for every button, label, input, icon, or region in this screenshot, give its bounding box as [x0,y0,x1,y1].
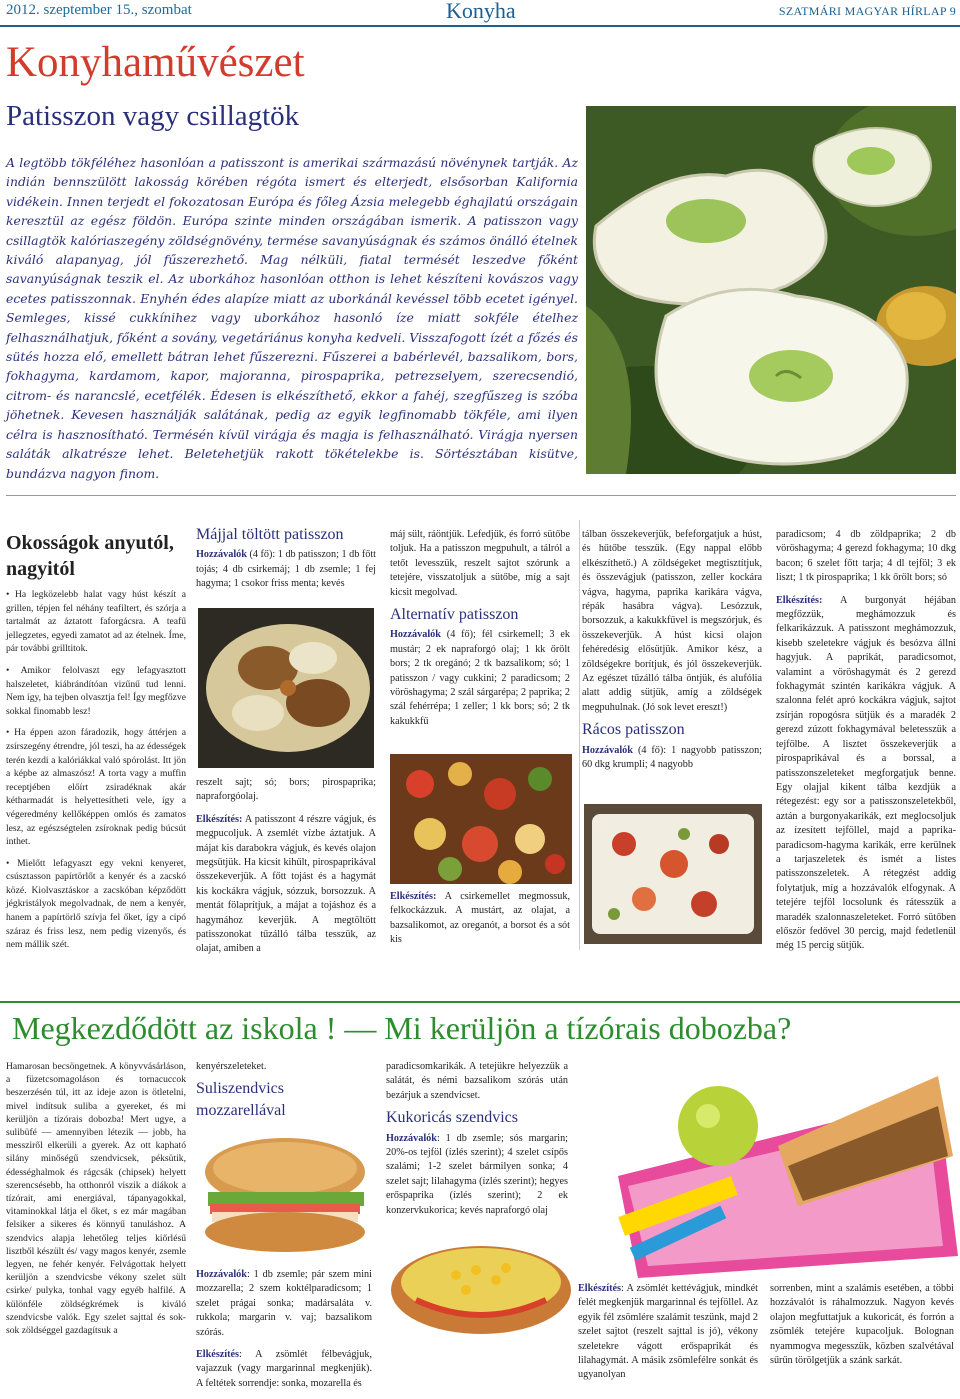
header-section: Konyha [446,0,516,23]
school-title: Megkezdődött az iskola ! — Mi kerüljön a tízórais dobozba? [12,1010,792,1046]
sub2-ingredients-label: Hozzávalók [386,1132,437,1144]
recipe1-method-column [196,776,376,965]
sub1-method: : A zsömlét félbevágjuk, vajazzuk (vagy margarinnal megkenjük). A feltétek sorrendje: sonka, mozarella és [196,1349,372,1389]
tip-item: • Amikor felolvaszt egy lefagyasztott halszeletet, kiábrándítóan vizűnű tud lenni. Nem így, ha tejben olvasztja fel! Így megfőzve sokkal finomabb lesz! [6,664,186,718]
school-intro: Hamarosan becsöngetnek. A könyvvásárláson, a füzetcsomagoláson és tornacuccok beszerzésén túl, itt az ideje azon is ötletelni, mivel indítsuk suliba a gyereket, és mi kerüljön a tízórais dobozba! Mert ugye, a sulibüfé — amennyiben létezik — jobb, ha messziről elkerüli a gyerek. Az ott kapható silány minőségű szendvicsek, péksütik, édességhalmok és rágcsák (chipsek) helyett szerencsésebb, ha otthonról viszik a diákok a tízórait, ami energiával, tápanyagokkal, vitaminokkal látja el őket, s ez már magában felsiker a sikeres és könnyű tanuláshoz. A szendvics alapja lehetőleg teljes kiőrlésű lisztből készült és/ vagy magos kenyér, zsemle legyen, ne fehér kenyér. Felvágottak helyett kerüljön a szendvicsbe vékony szelet sült csirke/ pulyka, tonhal vagy egyéb halfilé. A különféle zöldségkrémek is kiváló szendvicsbe valók. Egy szelet sajttal és sok-sok zöldséggel gazdagítsuk a [6,1061,186,1337]
recipe-col3 [390,528,570,737]
recipe2-method-cont: tálban összekeverjük, befeforgatjuk a húst, és hűtőbe tesszük. (Egy nappal előbb elkészíthető.) A zöldségeket megtisztítjuk, és összevágjuk (patisszon, zeller kockára vágva, hagyma, paprika karikára vágva, répák hasábra vágva). Lesózzuk, borsozzuk, a kakukkfűvel is megszórjuk, és összekeverjük. A húst kicsi olajon fehéredésig elősütjük. Amikor kész, a zöldségekre borítjuk, és jól összekeverjük. Az egészet tűzálló tálba öntjük, és alufólia alatt addig sütjük, amíg a zöldségek megpuhulnak. (Jó sok levet ereszt!) [582,529,762,713]
sub2-method-column [578,1282,758,1391]
section-separator [6,495,956,496]
tip-item: • Mielőtt lefagyaszt egy vekni kenyeret, csúsztasson papírtörlőt a kenyér és a zacskó közé. Kiolvasztáskor a zacskóban képződött jégkristályok megolvadnak, de nem a kenyér, hanem a papírtörlő szívja fel őket, így a cipó száraz és friss lesz, nem pedig vizenyős, és nem mállik szét. [6,857,186,952]
recipe3-ingredients-label: Hozzávalók [582,744,633,756]
sub1-method-label: Elkészítés [196,1349,240,1361]
school-col2-top: kenyérszeleteket. [196,1061,267,1072]
recipe1-ingredients: (4 fő): 1 db patisszon; 1 db főtt tojás; 4 db csirkemáj; 1 db zsemle; 1 fej hagyma; 1 csokor friss menta; kevés [196,549,377,590]
tip-item: • Ha legközelebb halat vagy húst készít a grillen, tépjen fel néhány teafiltert, és szórja a tartalmát az áztatott faforgácsra. A teafű jellegzetes, egyedi zamatot ad az ételnek. Íme, pár további grilltitok. [6,588,186,656]
recipe2-title: Alternatív patisszon [390,606,519,624]
main-title: Konyhaművészet [6,39,305,86]
school-rule [0,1001,960,1003]
recipe3-ingredients: (4 fő): 1 nagyobb patisszon; 60 dkg krumpli; 4 nagyobb [582,744,763,771]
corn-sandwich-photo [386,1230,576,1340]
sub2-method: : A zsömlét kettévágjuk, mindkét felét megkenjük margarinnal és tejföllel. Az egyik fél zsömlére szalámit teszünk, majd 2 szelet sajtot (reszelt sajttal is jó), vékony szeletekre vágott erőspaprikát és lilahagymát. A másik zsömlefélre sonkát és ugyanolyan [578,1283,758,1381]
recipe1-title: Májjal töltött patisszon [196,526,344,543]
recipe2-ingredients-label: Hozzávalók [390,629,441,641]
recipe3-method: A burgonyát héjában megfőzzük, meghámozzuk és felkarikázzuk. A patisszont meghámozzuk, kisebb szeletekre vágjuk és besózva állni hagyjuk. A paprikát, paradicsomot, valamint a vöröshagymát és 2 gerezd fokhagymát szintén karikákra vágjuk. A szalonna felét apró kockákra vágjuk, sajtot zsírján ropogósra sütjük és a maradék 2 gerezd zúzott fokhagymával beletesszük a tejfölbe. A lisztet összekeverjük a pirospaprikával és a borssal, a patisszonszeleteket megforgatjuk benne. Egy olajjal kikent tálba kezdjük a rétegezést: egy sor a patisszonszeletekből, aztán a burgonyakarikák, ezt meglocsoljuk az ízesített tejföllel, majd a paprika-paradicsom-hagyma karikák, erre kerülnek a tarjaszeletek és ismét a listes patisszonszeletek. A rétegzést addig folytatjuk, míg a hozzávalók elfogynak. A tetejére tejföl locsolunk és rátesszük a maradék szalonnaszeleteket. Forró sütőben először fedővel 30 percig, majd fedetlenül még 15 percig sütjük. [776,594,956,952]
sub2-method-label: Elkészítés [578,1283,622,1294]
intro-paragraph: A legtöbb tökféléhez hasonlóan a patisszont is amerikai származású növénynek tartják. Az indián bennszülött lakosság körében régóta ismert és elterjedt, elsősorban Kalifornia vidékein. Innen terjedt el fokozatosan Európa és főleg Ázsia melegebb éghajlatú országain keresztül az egész földön. Európa szinte minden országában ismerik. A patisszon vagy csillagtök kalóriaszegény zöldségnövény, termése savanyúságnak és számos önálló ételnek kiváló alapanyag, jól fűszerezhető. Mag nélküli, fiatal termését leszedve főként savanyúságnak teszik el. Az uborkához hasonlóan otthon is lehet készíteni kovászos vagy ecetes patisszonnak. Enyhén édes alapíze miatt az uborkánál kevéssel több ecetet igényel. Semleges, kissé cukkínihez vagy uborkához hasonló íze miatt sokféle ételhez felhasználhatjuk, főként a sovány, vegetáriánus konyha kedveli. Visszafogott ízét a főzés és sütés hozza elő, emellett bátran lehet fűszerezni. Fűszerei a babérlevél, bazsalikom, bors, fokhagyma, kardamom, kapor, majoranna, pirospaprika, petrezselyem, szerecsendió, citrom- és narancslé, ecetfélék. Édesen is elkészíthető, ekkor a fahéj, szegfűszeg is szóba jöhetnek. Kevesen használják salátának, pedig az egyik legfinomabb tökféle, ami ilyen célra is hasznosítható. Termésén kívül virágja és magja is felhasználható. Virágja nyersen saláták alkatrésze lehet. Beletehetjük rakott tökételekbe is. Sörtésztában kisütve, bundázva nagyon finom. [6,155,578,481]
recipe1-method: A patisszont 4 részre vágjuk, és megpucoljuk. A zsemlét vízbe áztatjuk. A májat kis darabokra vágjuk, és kevés olajon megsütjük. Ha kicsit kihűlt, pirospaprikával összekeverjük. A főtt tojást és a hagymát kis kockákra vágjuk, sózzuk, borsozzuk. A mentát fölaprítjuk, a májat a tojáshoz és a hagymához keverjük. A megtöltött patisszonokat tűzálló tálba tesszük, az olajat, amiben a [196,813,376,955]
recipe-col4 [582,528,762,781]
column-divider [579,520,580,950]
recipe2-method: A csirkemellet megmossuk, felkockázzuk. A mustárt, az olajat, a bazsalikomot, az oreganót, a borsot és a sót kis [390,891,570,946]
rakott-patisszon-photo [584,804,762,944]
recipe1-column [196,528,376,592]
recipe1-method-label: Elkészítés: [196,813,243,825]
school-col2 [196,1060,372,1128]
recipe-col5 [776,528,956,962]
school-col1 [6,1060,186,1345]
recipe3-title: Rácos patisszon [582,721,685,739]
sub2-ingredients: : 1 db zsemle; sós margarin; 20%-os tejföl (ízlés szerint); 4 szelet csípős szalámi; 1-2 szelet bármilyen sonka; 4 szelet sajt; lilahagyma (ízlés szerint); hegyes erőspaprika (ízlés szerint); 2 ek konzervkukorica; kevés napraforgó olaj [386,1132,568,1216]
recipe1-ingredients-label: Hozzávalók [196,549,247,561]
recipe1-ingredients-cont: reszelt sajt; só; bors; pirospaprika; napraforgóolaj. [196,777,376,803]
recipe2-method-label: Elkészítés: [390,891,437,902]
recipe2-method-column [390,890,570,956]
school-col5-bottom: sorrenben, mint a szalámis esetében, a többi hozzávalót is ráhalmozzuk. Nagyon kevés olajon megfuttatjuk a kukoricát, és forrón a zsömlék tetejére kupacoljuk. Bolognan nyammogva megesszük, közben szalvétával sűrűn törölgetjük a szánk sarkát. [770,1283,954,1367]
header-rule [0,25,960,27]
recipe1-method-cont: máj sült, ráöntjük. Lefedjük, és forró sütőbe toljuk. Ha a patisszon megpuhult, a tálról a tetőt levesszük, reszelt sajtot szórunk a tetejére, visszatoljuk a sütőbe, míg a sajt kicsit megolvad. [390,529,570,598]
stuffed-patisszon-photo [198,608,374,768]
sub1-ingredients: : 1 db zsemle; pár szem mini mozzarella; 2 szem koktélparadicsom; 1 szelet prágai sonka; madársaláta v. rukkola; margarin v. vaj; bazsalikom szórás. [196,1269,372,1338]
tips-title: Okosságok anyutól, nagyitól [6,532,174,580]
patisszon-photo [586,106,956,474]
sub1-ingredients-label: Hozzávalók [196,1269,247,1280]
tip-item: • Ha éppen azon fáradozik, hogy áttérjen a zsírszegény étrendre, jól teszi, ha az édességek terén kezdi a kalóriákkal való spórolást. Itt jön a képbe az almaszósz! A torta vagy a muffin receptjében előírt zsiradéknak akár kétharmadát is helyettesítheti vele, így a végeredmény kellőképpen omlós és zamatos lesz, az egészségtelen zsíroknak pedig búcsút inthet. [6,726,186,848]
header-paper-name: SZATMÁRI MAGYAR HÍRLAP 9 [778,4,956,18]
school-col3-top: paradicsomkarikák. A tetejükre helyezzük a salátát, és némi bazsalikom szórás után bezárjuk a szendvicset. [386,1061,568,1101]
header-date: 2012. szeptember 15., szombat [6,2,192,18]
roasted-vegetables-photo [390,754,572,884]
sub2-title: Kukoricás szendvics [386,1109,518,1127]
article-subtitle: Patisszon vagy csillagtök [6,100,300,132]
recipe2-ingredients: (4 fő); fél csirkemell; 3 ek mustár; 2 ek napraforgó olaj; 1 kk őrölt bors; 2 tk oregánó; 2 tk bazsalikom; só; 1 patisszon / vagy cukkini; 2 paradicsom; 2 vöröshagyma; 2 szál sárgarépa; 2 paprika; 2 szál fehérrépa; 1 zeller; 1 kk bors; só; 2 tk kakukkfű [390,629,570,727]
recipe3-method-label: Elkészítés: [776,594,823,606]
school-col5 [770,1282,954,1376]
sandwich-photo [196,1132,374,1264]
sub1-title: Suliszendvics mozzarellával [196,1080,286,1120]
sub1-text [196,1268,372,1399]
recipe3-ingredients-cont: paradicsom; 4 db zöldpaprika; 2 db vöröshagyma; 4 gerezd fokhagyma; 10 dkg bacon; 6 szelet főtt tarja; 4 dl tejföl; 3 ek liszt; 1 tk pirospaprika; 1 kk őrölt bors; só [776,529,956,584]
tips-column [6,588,186,960]
